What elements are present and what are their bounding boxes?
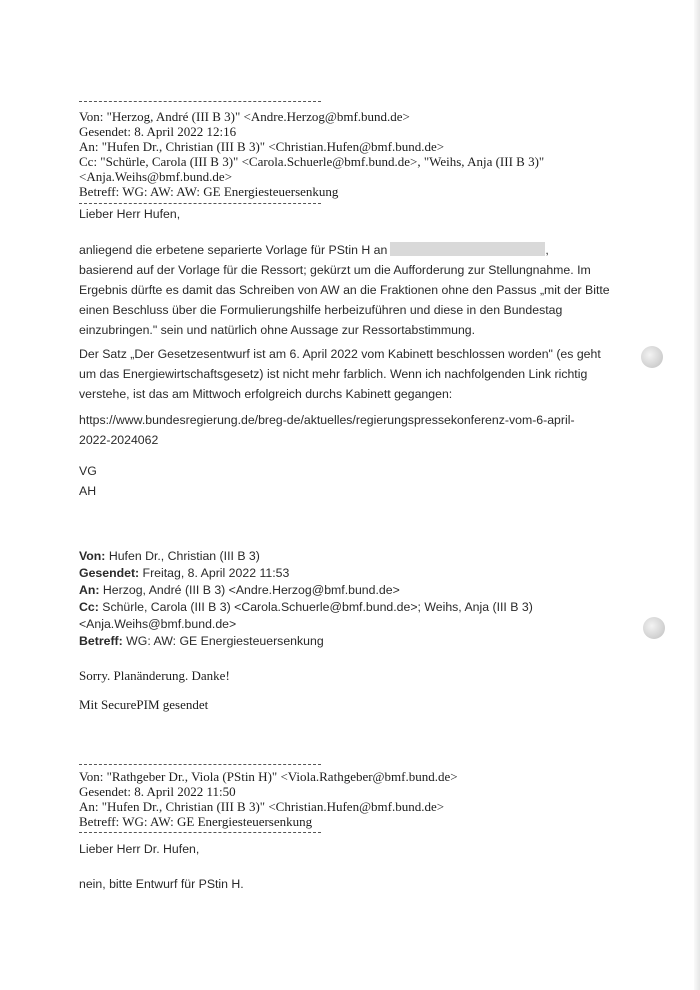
- to-label: An:: [79, 583, 100, 597]
- email2-to: [79, 582, 659, 599]
- redaction-box: [390, 242, 545, 256]
- email2-header: [79, 548, 659, 650]
- para2-line1: Der Satz „Der Gesetzesentwurf ist am 6. April 2022 vom Kabinett beschlossen worden" (es geht: [79, 347, 601, 361]
- email2-body1: [79, 668, 659, 683]
- cc-value: Schürle, Carola (III B 3) <Carola.Schuerle@bmf.bund.de>; Weihs, Anja (III B 3): [98, 600, 533, 614]
- from-value: Hufen Dr., Christian (III B 3): [105, 549, 260, 563]
- signature-ah: AH: [79, 484, 97, 498]
- sent-value: Freitag, 8. April 2022 11:53: [139, 566, 290, 580]
- body-text: Mit SecurePIM gesendet: [79, 697, 209, 712]
- email2-cc-cont: <Anja.Weihs@bmf.bund.de>: [79, 617, 237, 631]
- subject-label: Betreff:: [79, 634, 123, 648]
- email1-subject: Betreff: WG: AW: AW: GE Energiesteuersenkung: [79, 184, 339, 199]
- email1-cc: Cc: "Schürle, Carola (III B 3)" <Carola.Schuerle@bmf.bund.de>, "Weihs, Anja (III B 3)": [79, 154, 545, 169]
- para1-line5: einzubringen." sein und natürlich ohne Aussage zur Ressortabstimmung.: [79, 323, 476, 337]
- punch-hole: [641, 346, 663, 368]
- email2-subject: [79, 633, 659, 650]
- para1-line1-end: ,: [545, 243, 549, 257]
- email1-link: [79, 410, 659, 450]
- para1-line3: Ergebnis dürfte es damit das Schreiben von AW an die Fraktionen ohne den Passus „mit der Bitte: [79, 283, 610, 297]
- link-line2: 2022-2024062: [79, 433, 159, 447]
- email3-sent: Gesendet: 8. April 2022 11:50: [79, 784, 236, 799]
- email1-cc-cont: <Anja.Weihs@bmf.bund.de>: [79, 169, 233, 184]
- email1-signature: [79, 461, 659, 501]
- email1-paragraph2: [79, 344, 659, 404]
- email2-sent: [79, 565, 659, 582]
- email3-to: An: "Hufen Dr., Christian (III B 3)" <Christian.Hufen@bmf.bund.de>: [79, 799, 445, 814]
- email1-from: Von: "Herzog, André (III B 3)" <Andre.Herzog@bmf.bund.de>: [79, 109, 410, 124]
- email2-from: [79, 548, 659, 565]
- separator-line: [79, 101, 321, 102]
- greeting-text: Lieber Herr Dr. Hufen,: [79, 842, 200, 856]
- email3-subject: Betreff: WG: AW: GE Energiesteuersenkung: [79, 814, 313, 829]
- email1-paragraph1: [79, 240, 659, 340]
- para2-line2: um das Energiewirtschaftsgesetz) ist nicht mehr farblich. Wenn ich nachfolgenden Link richtig: [79, 367, 588, 381]
- email1-greeting: [79, 204, 659, 224]
- para2-line3: verstehe, ist das am Mittwoch erfolgreich durchs Kabinett gegangen:: [79, 387, 453, 401]
- email2-cc: [79, 599, 659, 616]
- para1-line2: basierend auf der Vorlage für die Ressort; gekürzt um die Aufforderung zur Stellungnahme. Im: [79, 263, 591, 277]
- separator-line: [79, 832, 321, 833]
- email1-to: An: "Hufen Dr., Christian (III B 3)" <Christian.Hufen@bmf.bund.de>: [79, 139, 445, 154]
- email1-header: [79, 109, 659, 199]
- para1-line1: anliegend die erbetene separierte Vorlage für PStin H an: [79, 243, 388, 257]
- email3-body: [79, 874, 659, 894]
- paper-edge: [694, 0, 700, 990]
- link-line1: https://www.bundesregierung.de/breg-de/aktuelles/regierungspressekonferenz-vom-6-april-: [79, 413, 575, 427]
- separator-line: [79, 764, 321, 765]
- email3-from: Von: "Rathgeber Dr., Viola (PStin H)" <Viola.Rathgeber@bmf.bund.de>: [79, 769, 458, 784]
- greeting-text: Lieber Herr Hufen,: [79, 207, 181, 221]
- from-label: Von:: [79, 549, 106, 563]
- punch-hole: [643, 617, 665, 639]
- to-value: Herzog, André (III B 3) <Andre.Herzog@bmf.bund.de>: [99, 583, 400, 597]
- body-text: nein, bitte Entwurf für PStin H.: [79, 877, 244, 891]
- para1-line4: einen Beschluss über die Formulierungshilfe herbeizuführen und diese in den Bundestag: [79, 303, 563, 317]
- email2-body2: [79, 697, 659, 712]
- signature-vg: VG: [79, 464, 97, 478]
- email1-sent: Gesendet: 8. April 2022 12:16: [79, 124, 237, 139]
- email3-header: [79, 769, 659, 829]
- subject-value: WG: AW: GE Energiesteuersenkung: [122, 634, 324, 648]
- email3-greeting: [79, 839, 659, 859]
- cc-label: Cc:: [79, 600, 99, 614]
- sent-label: Gesendet:: [79, 566, 140, 580]
- body-text: Sorry. Planänderung. Danke!: [79, 668, 230, 683]
